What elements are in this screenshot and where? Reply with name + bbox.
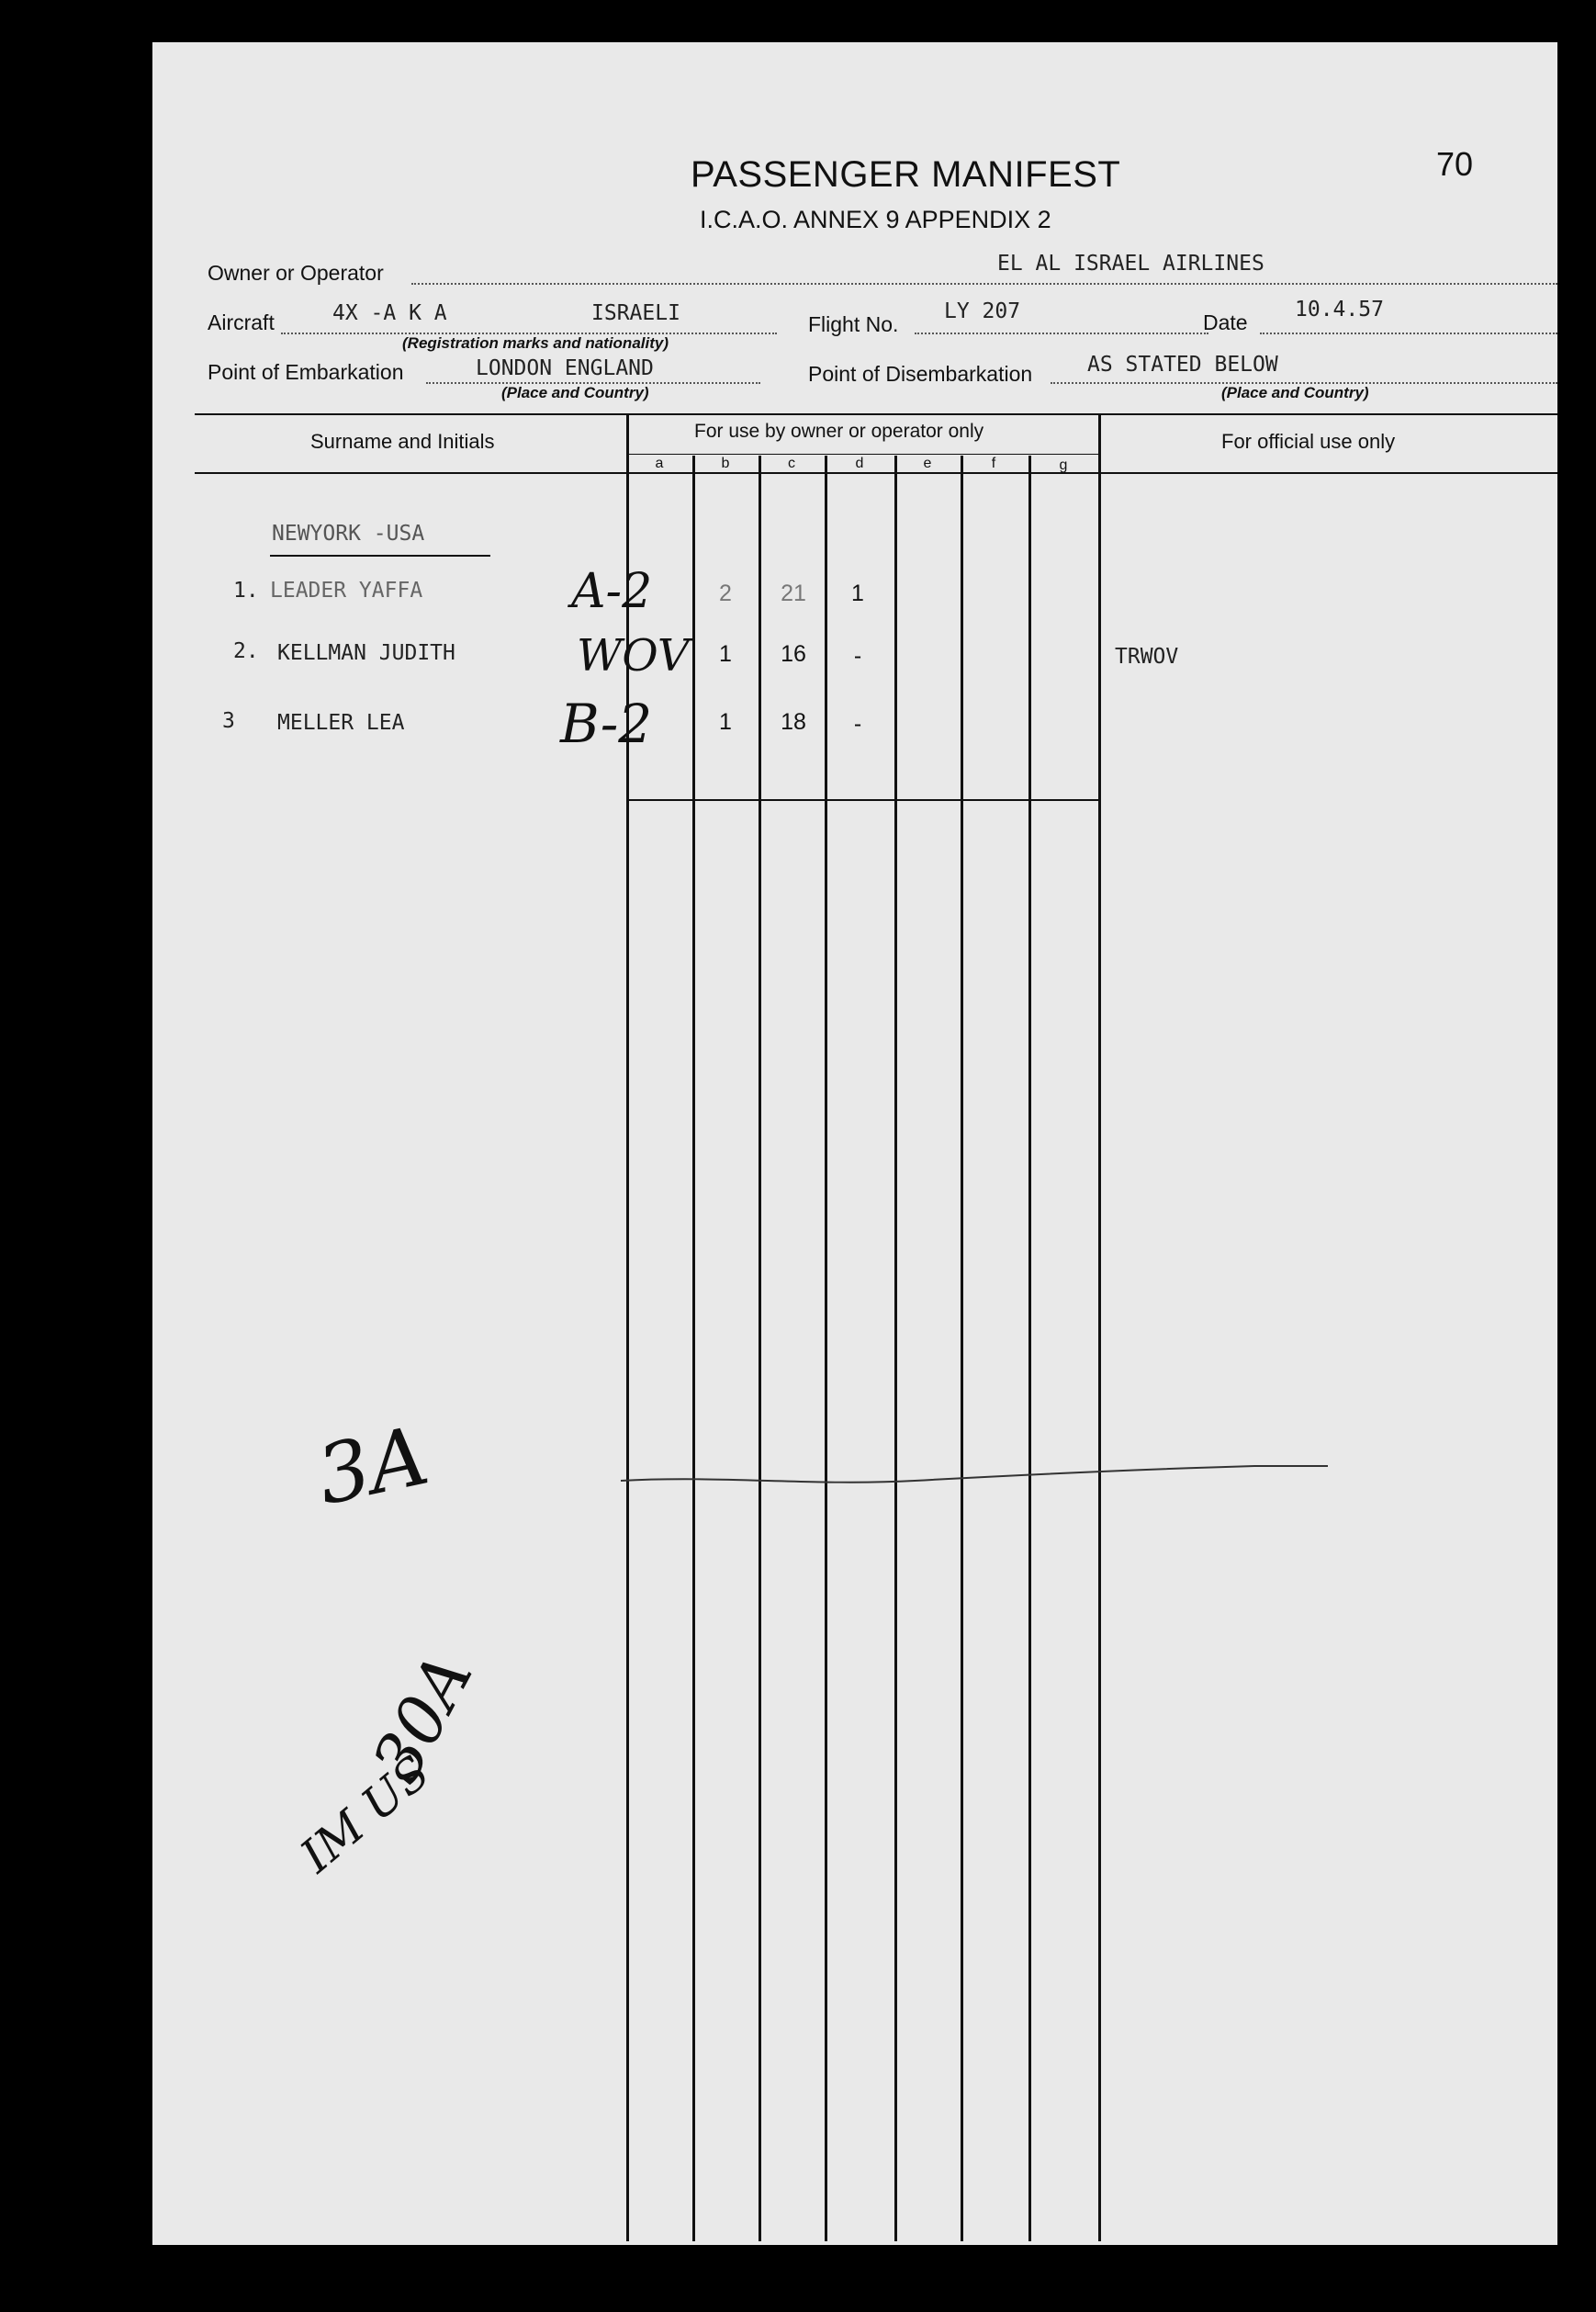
disembarkation-value: AS STATED BELOW [1087, 353, 1278, 377]
aircraft-registration: 4X -A K A [332, 301, 447, 325]
owner-value: EL AL ISRAEL AIRLINES [997, 252, 1264, 276]
header-operator: For use by owner or operator only [694, 421, 984, 442]
subcol-f: f [991, 456, 996, 471]
row1-handwritten-mark: A-2 [571, 564, 653, 619]
col-line-d [825, 456, 827, 2241]
header-surname: Surname and Initials [310, 430, 495, 453]
col-line-g [1028, 456, 1031, 2241]
row1-col-b: 2 [719, 581, 732, 606]
subcol-g: g [1059, 457, 1068, 473]
subcol-d: d [855, 456, 864, 471]
row3-col-d: - [853, 711, 862, 737]
aircraft-label: Aircraft [208, 310, 275, 334]
col-line-b [692, 456, 695, 2241]
destination-underline [270, 555, 490, 557]
subcol-e: e [923, 456, 932, 471]
embarkation-label: Point of Embarkation [208, 360, 404, 384]
col-line-c [759, 456, 761, 2241]
col-line-official [1098, 413, 1101, 2241]
header-official: For official use only [1221, 430, 1396, 453]
row2-handwritten-mark: WOV [577, 630, 690, 682]
flight-label: Flight No. [808, 312, 899, 336]
aircraft-nationality: ISRAELI [591, 301, 680, 325]
row1-number: 1. [233, 579, 259, 603]
page-subtitle: I.C.A.O. ANNEX 9 APPENDIX 2 [700, 206, 1051, 233]
disembarkation-note: (Place and Country) [1221, 384, 1369, 401]
row2-col-b: 1 [719, 641, 732, 667]
page-number: 70 [1436, 145, 1474, 183]
flight-dotted-line [915, 333, 1208, 334]
handwritten-note-1: 3A [309, 1407, 436, 1524]
page-title: PASSENGER MANIFEST [691, 154, 1121, 195]
row2-number: 2. [233, 639, 259, 663]
row2-official: TRWOV [1115, 645, 1179, 669]
row3-number: 3 [222, 709, 235, 733]
row2-name: KELLMAN JUDITH [277, 641, 455, 665]
destination-heading: NEWYORK -USA [272, 522, 425, 546]
operator-header-rule [626, 454, 1098, 455]
row3-handwritten-mark: B-2 [560, 693, 653, 755]
row3-col-c: 18 [781, 709, 806, 735]
row1-col-c: 21 [781, 581, 806, 606]
col-line-a [626, 413, 629, 2241]
handwritten-note-3: IM US [290, 1745, 440, 1883]
owner-label: Owner or Operator [208, 261, 384, 285]
subcol-a: a [655, 456, 664, 471]
date-dotted-line [1260, 333, 1557, 334]
disembarkation-label: Point of Disembarkation [808, 362, 1033, 386]
row3-name: MELLER LEA [277, 711, 405, 735]
aircraft-note: (Registration marks and nationality) [402, 334, 669, 352]
row2-col-c: 16 [781, 641, 806, 667]
col-line-e [894, 456, 897, 2241]
col-line-f [961, 456, 963, 2241]
handdrawn-line [612, 1438, 1346, 1494]
row3-col-b: 1 [719, 709, 732, 735]
row1-col-d: 1 [851, 581, 864, 606]
date-value: 10.4.57 [1295, 298, 1384, 321]
flight-value: LY 207 [944, 299, 1021, 323]
handwritten-note-2: 30A [357, 1641, 488, 1795]
row1-name: LEADER YAFFA [270, 579, 423, 603]
subcol-b: b [721, 456, 730, 471]
manifest-page [152, 42, 1557, 2245]
owner-dotted-line [411, 283, 1557, 285]
embarkation-note: (Place and Country) [501, 384, 649, 401]
date-label: Date [1203, 310, 1248, 334]
row2-col-d: - [853, 643, 862, 669]
embarkation-value: LONDON ENGLAND [476, 356, 654, 380]
table-top-rule [195, 413, 1557, 415]
table-header-rule [195, 472, 1557, 474]
subcol-c: c [788, 456, 795, 471]
